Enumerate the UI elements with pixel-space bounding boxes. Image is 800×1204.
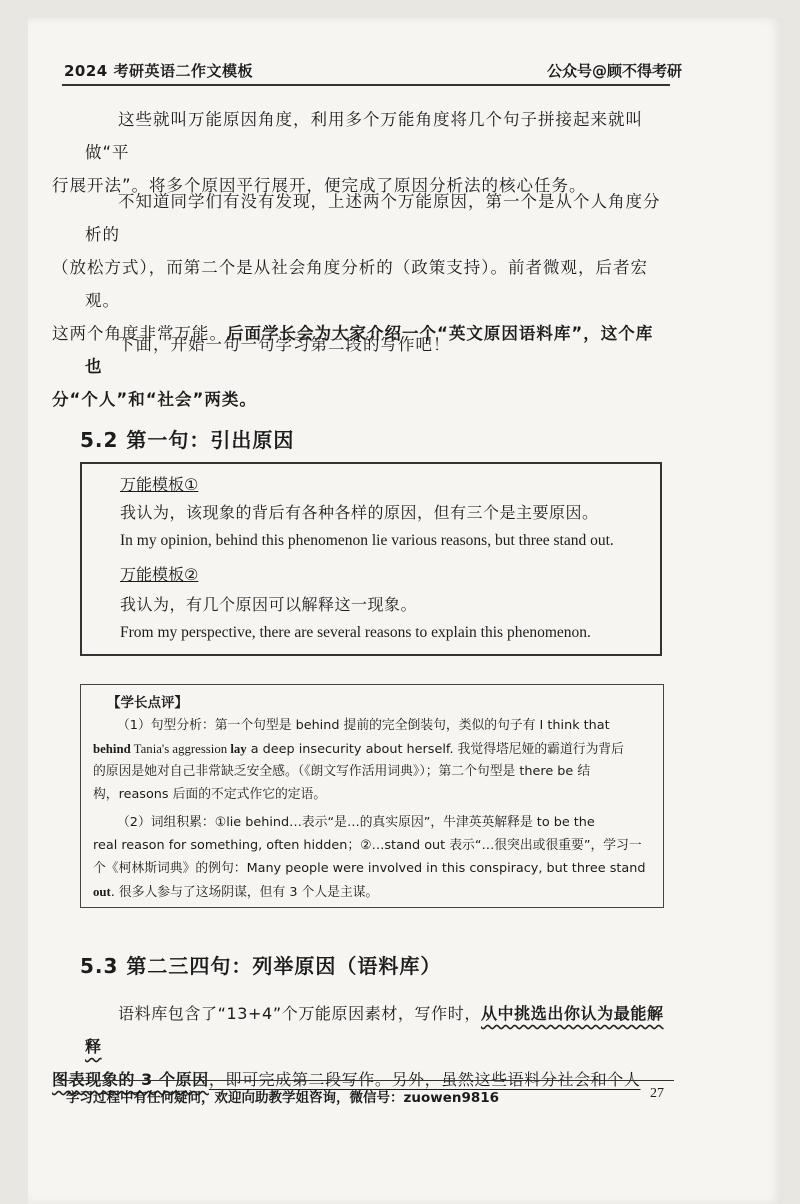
p4-line2a-highlight: 图表现象的 3 个原因 [52, 1070, 209, 1089]
paragraph-start-writing: 下面，开始一句一句学习第二段的写作吧！ [118, 335, 451, 354]
template-2-chinese: 我认为，有几个原因可以解释这一现象。 [120, 595, 418, 614]
page-number: 27 [650, 1086, 664, 1101]
template-1-label: 万能模板① [120, 475, 199, 494]
p4-line1b-highlight: 从中挑选出你认为最能解释 [85, 1004, 664, 1056]
header-rule [62, 84, 670, 86]
section-heading-5-2: 5.2 第一句：引出原因 [80, 428, 295, 452]
p1-line2: 行展开法”。将多个原因平行展开，便完成了原因分析法的核心任务。 [52, 176, 587, 195]
template-1-english: In my opinion, behind this phenomenon lie various reasons, but three stand out. [120, 532, 614, 549]
review-bold-lay: lay [230, 742, 247, 756]
p4-line2b: ，即可完成第二段写作。另外，虽然这些语料分社会和个人 [208, 1070, 641, 1089]
template-2-label: 万能模板② [120, 565, 199, 584]
section-heading-5-3: 5.3 第二三四句：列举原因（语料库） [80, 954, 442, 978]
review-bold-behind: behind [93, 742, 131, 756]
paragraph-corpus [52, 997, 670, 1096]
p2-line3b-bold: 后面学长会为大家介绍一个“英文原因语料库”，这个库也 [85, 324, 654, 376]
review-line-7: 个《柯林斯词典》的例句：Many people were involved in this conspiracy, but three stand [93, 861, 646, 876]
template-box [80, 462, 662, 656]
footer-contact: 学习过程中有任何疑问，欢迎向助教学姐咨询，微信号：zuowen9816 [66, 1090, 500, 1106]
review-l8-b: . 很多人参与了这场阴谋，但有 3 个人是主谋。 [110, 885, 379, 900]
p2-line4-bold: 分“个人”和“社会”两类。 [52, 390, 257, 409]
template-1-chinese: 我认为，该现象的背后有各种各样的原因，但有三个是主要原因。 [120, 503, 599, 522]
p2-line3a: 这两个角度非常万能。 [52, 324, 227, 343]
review-line-6: real reason for something, often hidden；②…stand out 表示“…很突出或很重要”，学习一 [93, 838, 642, 853]
p1-line1: 这些就叫万能原因角度，利用多个万能角度将几个句子拼接起来就叫做“平 [85, 110, 643, 162]
review-line-8 [93, 881, 653, 904]
review-title: 【学长点评】 [107, 695, 188, 711]
p2-line2: （放松方式），而第二个是从社会角度分析的（政策支持）。前者微观，后者宏观。 [52, 258, 648, 310]
running-header-account: 公众号@顾不得考研 [546, 62, 682, 80]
review-line-4: 构，reasons 后面的不定式作它的定语。 [93, 787, 327, 802]
footer-rule [62, 1080, 674, 1081]
review-bold-out: out [93, 885, 111, 899]
template-2-english: From my perspective, there are several reasons to explain this phenomenon. [120, 624, 591, 641]
review-line-5: （2）词组积累：①lie behind…表示“是…的真实原因”，牛津英英解释是 to be the [117, 815, 595, 830]
p4-line1a: 语料库包含了“13+4”个万能原因素材，写作时， [118, 1004, 481, 1023]
review-l2-d: a deep insecurity about herself. 我觉得塔尼娅的霸道行为背后 [246, 742, 624, 757]
review-line-2 [93, 738, 653, 761]
review-box [80, 684, 664, 908]
p2-line1: 不知道同学们有没有发现，上述两个万能原因，第一个是从个人角度分析的 [85, 192, 661, 244]
review-l2-b: Tania's aggression [130, 742, 231, 756]
review-line-1: （1）句型分析：第一个句型是 behind 提前的完全倒装句，类似的句子有 I think that [117, 718, 610, 733]
review-line-3: 的原因是她对自己非常缺乏安全感。（《朗文写作活用词典》）；第二个句型是 there be 结 [93, 764, 591, 779]
running-header-title: 2024 考研英语二作文模板 [64, 62, 253, 80]
